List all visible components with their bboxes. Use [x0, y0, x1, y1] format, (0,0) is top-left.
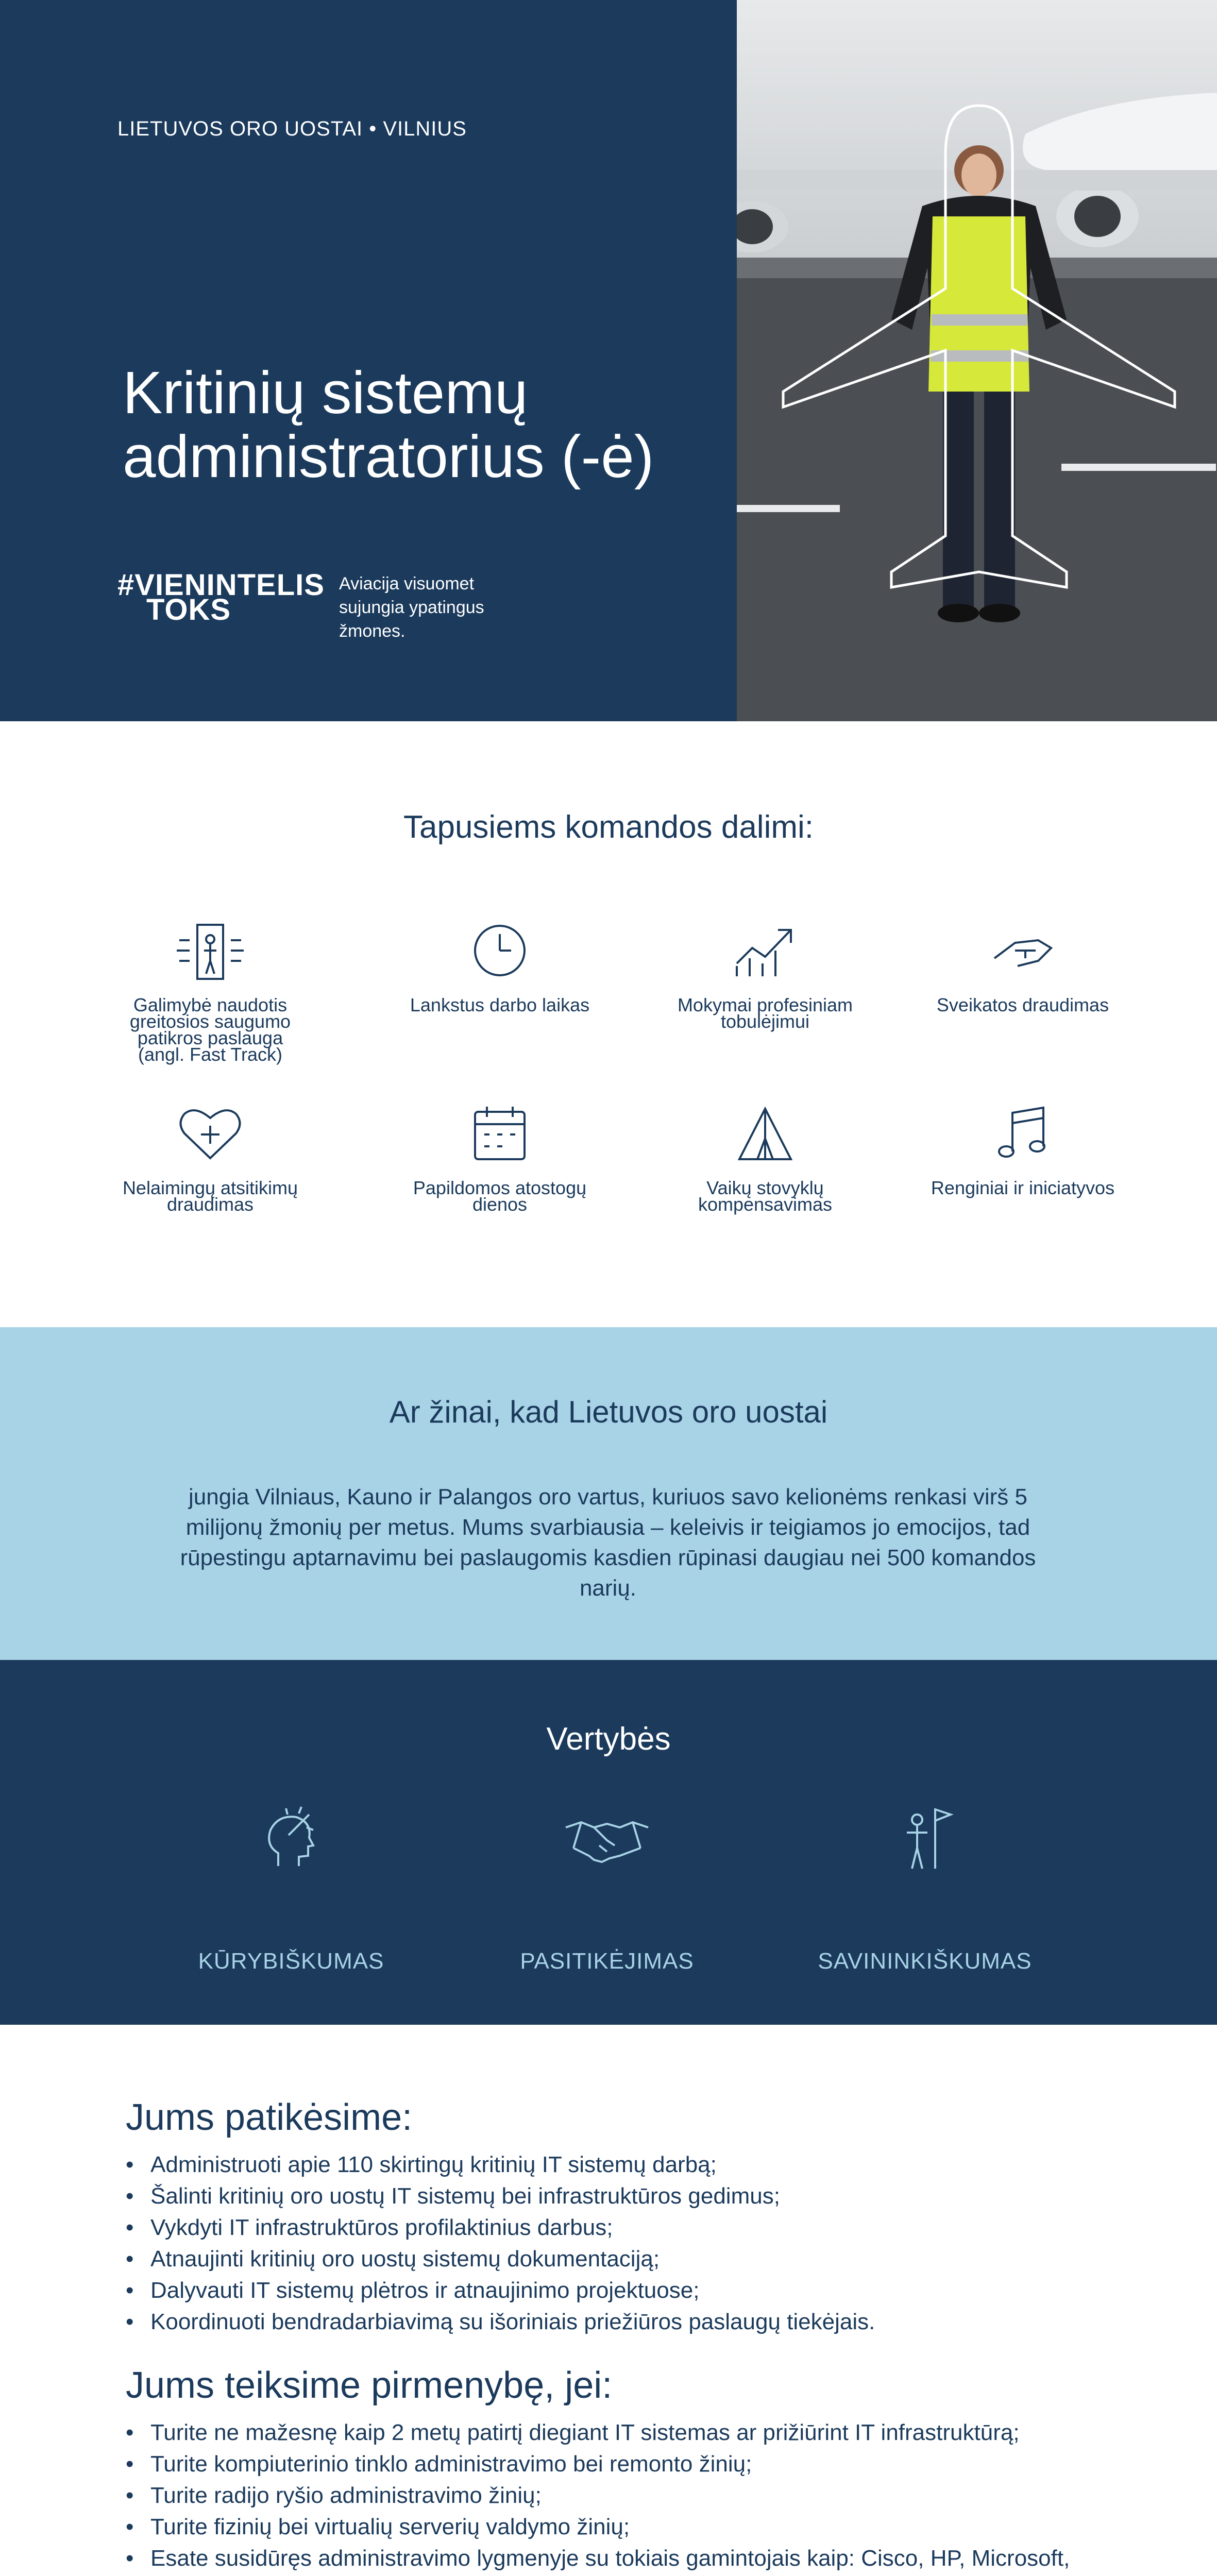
hero-banner [0, 0, 1217, 721]
security-gate-icon [174, 920, 246, 981]
benefit-label: Nelaimingų atsitikimų draudimas [122, 1177, 298, 1215]
tent-icon [729, 1103, 801, 1164]
preferences-title: Jums teiksime pirmenybę, jei: [126, 2365, 613, 2406]
value-item-ownership [791, 1804, 1059, 1974]
values-section [0, 1660, 1217, 2025]
creative-head-icon [258, 1804, 325, 1871]
job-details [0, 2025, 1217, 2576]
list-item: • Koordinuoti bendradarbiavimą su išoriniais priežiūros paslaugų tiekėjais. [150, 2306, 1105, 2337]
hashtag-line-1: #VIENINTELIS [117, 568, 325, 602]
list-item: • Dalyvauti IT sistemų plėtros ir atnaujinimo projektuose; [150, 2275, 1105, 2306]
benefit-label: Mokymai profesiniam tobulėjimui [677, 994, 853, 1032]
benefit-item-health-insurance [930, 920, 1115, 1013]
fact-title: Ar žinai, kad Lietuvos oro uostai [389, 1395, 828, 1429]
responsibilities-list [126, 2149, 1105, 2337]
responsibilities-title: Jums patikėsime: [126, 2097, 413, 2138]
benefit-label: Lankstus darbo laikas [410, 994, 590, 1015]
preferences-list [126, 2417, 1105, 2576]
hero-photo-employee-airport [737, 0, 1217, 721]
benefit-item-extra-vacation [407, 1103, 593, 1213]
benefit-label: Renginiai ir iniciatyvos [931, 1177, 1115, 1198]
responsibilities-section [126, 2094, 1105, 2576]
list-item: • Esate susidūręs administravimo lygmenyje su tokiais gamintojais kaip: Cisco, HP, Microsoft, [150, 2543, 1105, 2576]
job-title: Kritinių sistemų administratorius (-ė) [123, 359, 654, 490]
benefit-item-accident-insurance [117, 1103, 303, 1213]
list-item: • Vykdyti IT infrastruktūros profilaktinius darbus; [150, 2212, 1105, 2243]
list-item: • Šalinti kritinių oro uostų IT sistemų bei infrastruktūros gedimus; [150, 2180, 1105, 2212]
benefit-label: Sveikatos draudimas [936, 994, 1109, 1015]
value-label: KŪRYBIŠKUMAS [198, 1948, 384, 1974]
list-item: • Turite fizinių bei virtualių serverių valdymo žinių; [150, 2511, 1105, 2543]
benefits-title: Tapusiems komandos dalimi: [403, 809, 814, 845]
list-item: • Turite kompiuterinio tinklo administravimo bei remonto žinių; [150, 2448, 1105, 2480]
benefit-item-fast-track [117, 920, 303, 1063]
benefit-label: Galimybė naudotis greitosios saugumo patikros paslauga (angl. Fast Track) [129, 994, 291, 1065]
values-title: Vertybės [546, 1721, 671, 1757]
growth-chart-icon [729, 920, 801, 981]
person-flag-icon [891, 1804, 958, 1871]
fact-section [0, 1327, 1217, 1660]
benefit-item-trainings [672, 920, 858, 1030]
benefit-item-flexible-hours [407, 920, 593, 1013]
benefits-section [0, 721, 1217, 1327]
value-label: SAVININKIŠKUMAS [818, 1948, 1032, 1974]
list-item: • Turite radijo ryšio administravimo žinių; [150, 2480, 1105, 2511]
handshake-icon [563, 1804, 651, 1871]
hashtag-line-2: TOKS [146, 593, 231, 626]
benefit-item-events [930, 1103, 1115, 1196]
hashtag-logo [117, 568, 325, 626]
benefit-label: Papildomos atostogų dienos [413, 1177, 587, 1215]
hero-slogan: Aviacija visuomet sujungia ypatingus žmones. [339, 574, 484, 641]
music-note-icon [987, 1103, 1059, 1164]
hero-text-panel [0, 0, 737, 721]
value-label: PASITIKĖJIMAS [520, 1948, 694, 1974]
fact-body: jungia Vilniaus, Kauno ir Palangos oro vartus, kuriuos savo kelionėms renkasi virš 5 milijonų žmonių per metus. Mums svarbiausia – keleivis ir teigiamos jo emocijos, tad rūpestingu aptarnavimu bei paslaugomis kasdien rūpinasi daugiau nei 500 komandos narių. [180, 1484, 1036, 1601]
benefit-item-kids-camps [672, 1103, 858, 1213]
value-item-creativity [157, 1804, 425, 1974]
value-item-trust [473, 1804, 741, 1974]
clock-icon [464, 920, 536, 981]
hand-insurance-icon [987, 920, 1059, 981]
heart-plus-icon [174, 1103, 246, 1164]
calendar-icon [464, 1103, 536, 1164]
list-item: • Turite ne mažesnę kaip 2 metų patirtį diegiant IT sistemas ar prižiūrint IT infrastruktūrą; [150, 2417, 1105, 2448]
list-item: • Administruoti apie 110 skirtingų kritinių IT sistemų darbą; [150, 2149, 1105, 2180]
benefit-label: Vaikų stovyklų kompensavimas [698, 1177, 833, 1215]
hero-eyebrow: LIETUVOS ORO UOSTAI • VILNIUS [117, 117, 467, 140]
list-item: • Atnaujinti kritinių oro uostų sistemų dokumentaciją; [150, 2243, 1105, 2275]
